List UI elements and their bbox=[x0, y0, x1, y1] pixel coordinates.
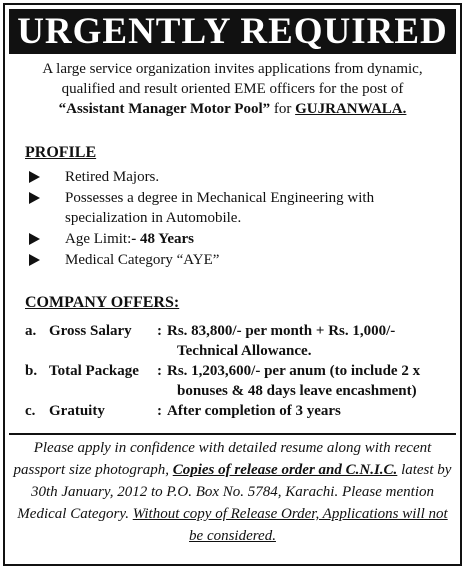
instructions-text-1: Please apply in confidence with detailed resume along with recent passport size photograph, bbox=[13, 440, 432, 478]
offers-heading: COMPANY OFFERS: bbox=[25, 294, 180, 311]
intro-paragraph bbox=[11, 59, 454, 119]
offer-value bbox=[167, 401, 454, 421]
arrow-bullet-icon bbox=[29, 233, 40, 245]
arrow-bullet-icon bbox=[29, 171, 40, 183]
offer-label: Total Package bbox=[49, 363, 139, 379]
profile-item bbox=[25, 167, 452, 187]
banner-title: URGENTLY REQUIRED bbox=[9, 9, 456, 54]
offer-value-line-1: After completion of 3 years bbox=[167, 403, 341, 419]
city-name: GUJRANWALA. bbox=[295, 101, 407, 117]
offer-letter: b. bbox=[25, 363, 38, 379]
offer-value-line-2: Technical Allowance. bbox=[177, 343, 312, 359]
offer-label: Gratuity bbox=[49, 403, 105, 419]
profile-item-text: Possesses a degree in Mechanical Engineering with specialization in Automobile. bbox=[65, 190, 375, 226]
required-documents: Copies of release order and C.N.I.C. bbox=[172, 462, 398, 478]
job-advertisement bbox=[3, 3, 462, 566]
profile-list bbox=[25, 167, 452, 271]
offer-colon: : bbox=[157, 403, 162, 419]
instructions-text-2: latest by 30th January, 2012 to P.O. Box No. 5784, Karachi. Please mention Medical Category. bbox=[17, 462, 452, 522]
offer-value bbox=[167, 321, 454, 361]
offer-letter: a. bbox=[25, 323, 37, 339]
profile-item bbox=[25, 250, 452, 270]
profile-item-text: Retired Majors. bbox=[65, 169, 160, 185]
offer-value-line-1: Rs. 1,203,600/- per anum (to include 2 x bbox=[167, 363, 421, 379]
arrow-bullet-icon bbox=[29, 192, 40, 204]
intro-line-2: qualified and result oriented EME officers for the post of bbox=[61, 81, 404, 97]
warning-text: Without copy of Release Order, Applications will not be considered. bbox=[132, 506, 448, 544]
profile-item-text: Medical Category “AYE” bbox=[65, 252, 220, 268]
offer-value-line-2: bonuses & 48 days leave encashment) bbox=[177, 383, 417, 399]
offer-value-line-1: Rs. 83,800/- per month + Rs. 1,000/- bbox=[167, 323, 396, 339]
profile-item bbox=[25, 188, 452, 228]
intro-line-1: A large service organization invites applications from dynamic, bbox=[42, 61, 423, 77]
offer-row bbox=[25, 401, 454, 421]
offer-colon: : bbox=[157, 363, 162, 379]
offers-list bbox=[25, 321, 454, 421]
offer-colon: : bbox=[157, 323, 162, 339]
post-title: “Assistant Manager Motor Pool” bbox=[58, 101, 271, 117]
offer-row bbox=[25, 321, 454, 361]
for-word: for bbox=[270, 101, 296, 117]
application-instructions bbox=[9, 433, 456, 560]
age-limit-value: - 48 Years bbox=[131, 231, 195, 247]
offer-letter: c. bbox=[25, 403, 36, 419]
offer-value bbox=[167, 361, 454, 401]
offer-label: Gross Salary bbox=[49, 323, 132, 339]
profile-item bbox=[25, 229, 452, 249]
offer-row bbox=[25, 361, 454, 401]
arrow-bullet-icon bbox=[29, 254, 40, 266]
profile-heading: PROFILE bbox=[25, 144, 97, 161]
profile-item-text: Age Limit: bbox=[65, 231, 132, 247]
